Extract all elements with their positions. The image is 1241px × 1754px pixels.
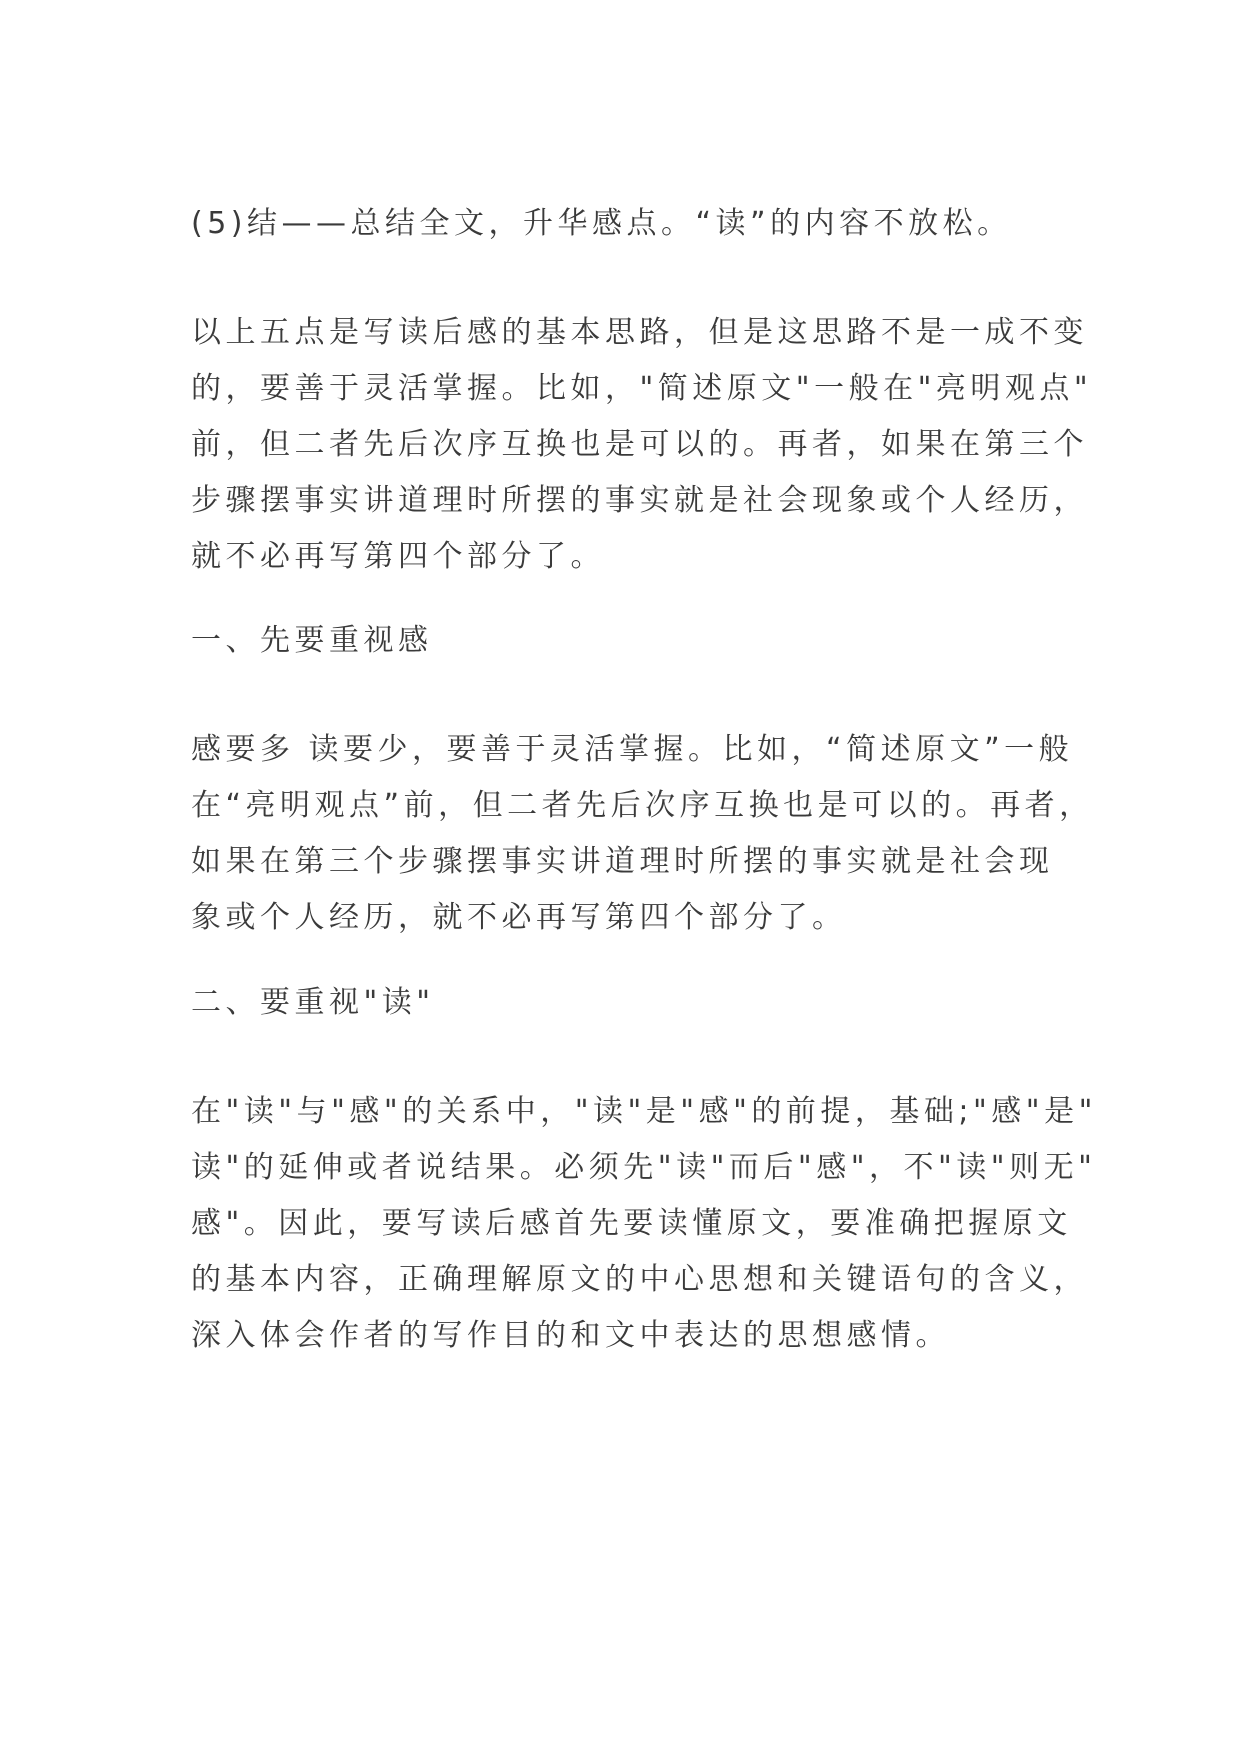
heading-text: 二、要重视"读": [191, 985, 435, 1020]
text-line: 在"读"与"感"的关系中，"读"是"感"的前提，基础;"感"是": [191, 1094, 1097, 1129]
text-line: 读"的延伸或者说结果。必须先"读"而后"感"，不"读"则无": [191, 1150, 1097, 1185]
text-line: 象或个人经历，就不必再写第四个部分了。: [191, 900, 847, 935]
text-line: 就不必再写第四个部分了。: [191, 539, 605, 574]
text-line: 前，但二者先后次序互换也是可以的。再者，如果在第三个: [191, 427, 1088, 462]
text-line: (5)结——总结全文，升华感点。“读”的内容不放松。: [191, 206, 1012, 241]
section-heading-1: [191, 613, 1071, 669]
paragraph-reading-importance: [191, 1084, 1097, 1364]
text-line: 感要多 读要少，要善于灵活掌握。比如，“简述原文”一般: [191, 732, 1074, 767]
text-line: 在“亮明观点”前，但二者先后次序互换也是可以的。再者，: [191, 788, 1094, 823]
text-line: 步骤摆事实讲道理时所摆的事实就是社会现象或个人经历，: [191, 483, 1088, 518]
paragraph-feeling-first: [191, 722, 1094, 946]
text-line: 的，要善于灵活掌握。比如，"简述原文"一般在"亮明观点": [191, 371, 1093, 406]
heading-text: 一、先要重视感: [191, 623, 433, 658]
text-line: 的基本内容，正确理解原文的中心思想和关键语句的含义，: [191, 1262, 1088, 1297]
section-heading-2: [191, 975, 1071, 1031]
text-line: 如果在第三个步骤摆事实讲道理时所摆的事实就是社会现: [191, 844, 1054, 879]
text-line: 以上五点是写读后感的基本思路，但是这思路不是一成不变: [191, 315, 1088, 350]
text-line: 深入体会作者的写作目的和文中表达的思想感情。: [191, 1318, 950, 1353]
paragraph-basic-approach: [191, 305, 1093, 585]
text-line: 感"。因此，要写读后感首先要读懂原文，要准确把握原文: [191, 1206, 1072, 1241]
paragraph-conclusion-step: [191, 196, 1071, 252]
